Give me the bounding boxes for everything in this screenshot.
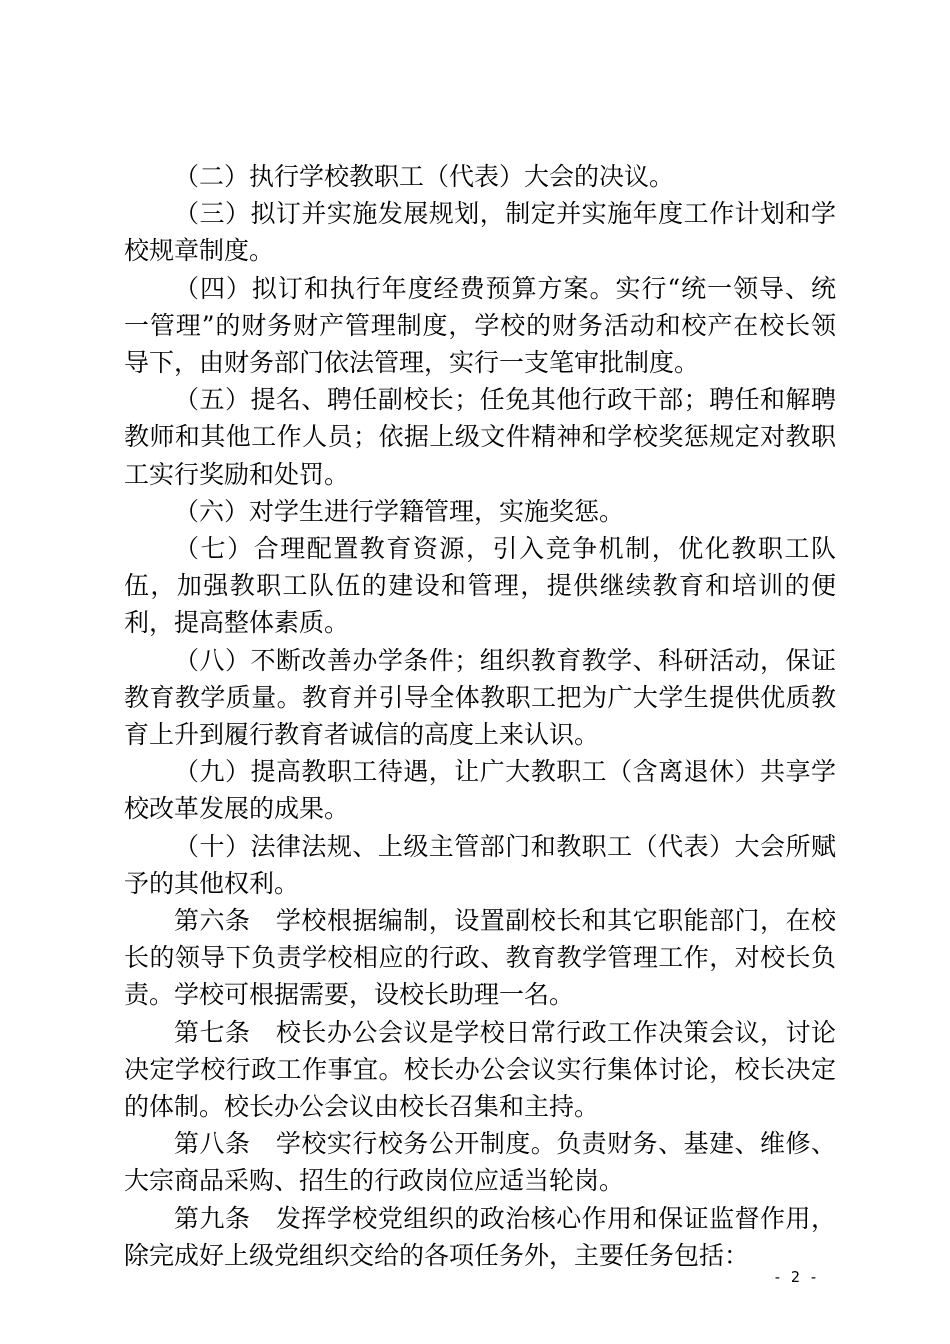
document-body bbox=[124, 158, 836, 1274]
paragraph: （七）合理配置教育资源，引入竞争机制，优化教职工队伍，加强教职工队伍的建设和管理，提供继续教育和培训的便利，提高整体素质。 bbox=[124, 534, 836, 638]
paragraph: （四）拟订和执行年度经费预算方案。实行“统一领导、统一管理”的财务财产管理制度，学校的财务活动和校产在校长领导下，由财务部门依法管理，实行一支笔审批制度。 bbox=[124, 273, 836, 378]
paragraph: （八）不断改善办学条件；组织教育教学、科研活动，保证教育教学质量。教育并引导全体教职工把为广大学生提供优质教育上升到履行教育者诚信的高度上来认识。 bbox=[124, 645, 836, 750]
paragraph: （九）提高教职工待遇，让广大教职工（含离退休）共享学校改革发展的成果。 bbox=[124, 757, 836, 824]
paragraph: （三）拟订并实施发展规划，制定并实施年度工作计划和学校规章制度。 bbox=[124, 199, 836, 266]
article-paragraph: 第六条 学校根据编制，设置副校长和其它职能部门，在校长的领导下负责学校相应的行政、教育教学管理工作，对校长负责。学校可根据需要，设校长助理一名。 bbox=[124, 906, 836, 1010]
paragraph: （六）对学生进行学籍管理，实施奖惩。 bbox=[174, 496, 625, 526]
page-number: - 2 - bbox=[772, 1268, 818, 1286]
paragraph: （五）提名、聘任副校长；任免其他行政干部；聘任和解聘教师和其他工作人员；依据上级文件精神和学校奖惩规定对教职工实行奖励和处罚。 bbox=[124, 385, 836, 489]
article-paragraph: 第七条 校长办公会议是学校日常行政工作决策会议，讨论决定学校行政工作事宜。校长办公会议实行集体讨论，校长决定的体制。校长办公会议由校长召集和主持。 bbox=[124, 1017, 836, 1122]
paragraph: （二）执行学校教职工（代表）大会的决议。 bbox=[174, 162, 675, 191]
article-paragraph: 第八条 学校实行校务公开制度。负责财务、基建、维修、大宗商品采购、招生的行政岗位应适当轮岗。 bbox=[124, 1129, 836, 1196]
paragraph: （十）法律法规、上级主管部门和教职工（代表）大会所赋予的其他权利。 bbox=[124, 831, 836, 898]
article-paragraph: 第九条 发挥学校党组织的政治核心作用和保证监督作用，除完成好上级党组织交给的各项任务外，主要任务包括： bbox=[124, 1203, 836, 1270]
